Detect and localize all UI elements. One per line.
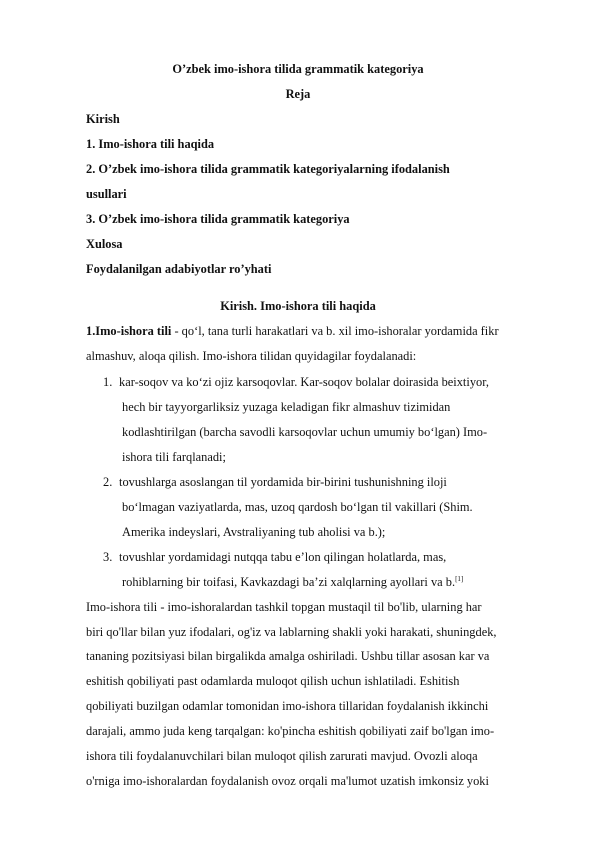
list-line bbox=[122, 574, 463, 590]
paragraph-line: biri qo'llar bilan yuz ifodalari, og'iz va lablarning shakli yoki harakati, shuningdek, bbox=[86, 625, 497, 639]
paragraph-line: ishora tili foydalanuvchilari bilan muloqot qilish zarurati mavjud. Ovozli aloqa bbox=[86, 749, 478, 763]
list-marker: 1. bbox=[103, 375, 113, 389]
plan-item: Xulosa bbox=[86, 237, 123, 251]
list-line: hech bir tayyorgarliksiz yuzaga keladigan fikr almashuv tizimidan bbox=[122, 400, 451, 414]
plan-item: 2. O’zbek imo-ishora tilida grammatik kategoriyalarning ifodalanish bbox=[86, 162, 450, 176]
paragraph-line: tananing pozitsiyasi bilan birgalikda amalga oshiriladi. Ushbu tillar asosan kar va bbox=[86, 649, 490, 663]
plan-item: Kirish bbox=[86, 112, 120, 126]
list-line: kar-soqov va ko‘zi ojiz karsoqovlar. Kar-soqov bolalar doirasida beixtiyor, bbox=[119, 375, 489, 389]
paragraph-line: eshitish qobiliyati past odamlarda muloqot qilish uchun ishlatiladi. Eshitish bbox=[86, 674, 460, 688]
list-line: tovushlar yordamidagi nutqqa tabu e’lon qilingan holatlarda, mas, bbox=[119, 550, 447, 564]
list-line: tovushlarga asoslangan til yordamida bir-birini tushunishning iloji bbox=[119, 475, 447, 489]
lead-definition: - qo‘l, tana turli harakatlari va b. xil imo-ishoralar yordamida fikr bbox=[171, 324, 499, 338]
plan-item: 3. O’zbek imo-ishora tilida grammatik kategoriya bbox=[86, 212, 350, 226]
list-marker: 3. bbox=[103, 550, 113, 564]
list-line: Amerika indeyslari, Avstraliyaning tub aholisi va b.); bbox=[122, 525, 386, 539]
plan-item: 1. Imo-ishora tili haqida bbox=[86, 137, 215, 151]
paragraph-line: Imo-ishora tili - imo-ishoralardan tashkil topgan mustaqil til bo'lib, ularning har bbox=[86, 600, 482, 614]
list-marker: 2. bbox=[103, 475, 113, 489]
paragraph-line: qobiliyati buzilgan odamlar tomonidan imo-ishora tillaridan foydalanish ikkinchi bbox=[86, 699, 489, 713]
list-line: kodlashtirilgan (barcha savodli karsoqovlar uchun umumiy bo‘lgan) Imo- bbox=[122, 425, 488, 439]
list-line: ishora tili farqlanadi; bbox=[122, 450, 226, 464]
lead-line-2: almashuv, aloqa qilish. Imo-ishora tilidan quyidagilar foydalanadi: bbox=[86, 349, 417, 363]
plan-item: Foydalanilgan adabiyotlar ro’yhati bbox=[86, 262, 272, 276]
section-heading: Kirish. Imo-ishora tili haqida bbox=[220, 299, 376, 313]
lead-line bbox=[86, 323, 499, 339]
list-line: bo‘lmagan vaziyatlarda, mas, uzoq qardosh bo‘lgan til vakillari (Shim. bbox=[122, 500, 473, 514]
lead-term: 1.Imo-ishora tili bbox=[86, 324, 172, 338]
footnote-ref[interactable]: [1] bbox=[455, 575, 464, 583]
list-line-text: rohiblarning bir toifasi, Kavkazdagi ba’zi xalqlarning ayollari va b. bbox=[122, 575, 456, 589]
plan-heading: Reja bbox=[285, 87, 311, 101]
document-title: O’zbek imo-ishora tilida grammatik kategoriya bbox=[172, 62, 424, 76]
paragraph-line: o'rniga imo-ishoralardan foydalanish ovoz orqali ma'lumot uzatish imkonsiz yoki bbox=[86, 774, 489, 788]
paragraph-line: darajali, ammo juda keng tarqalgan: ko'pincha eshitish qobiliyati zaif bo'lgan imo- bbox=[86, 724, 495, 738]
plan-item: usullari bbox=[86, 187, 127, 201]
